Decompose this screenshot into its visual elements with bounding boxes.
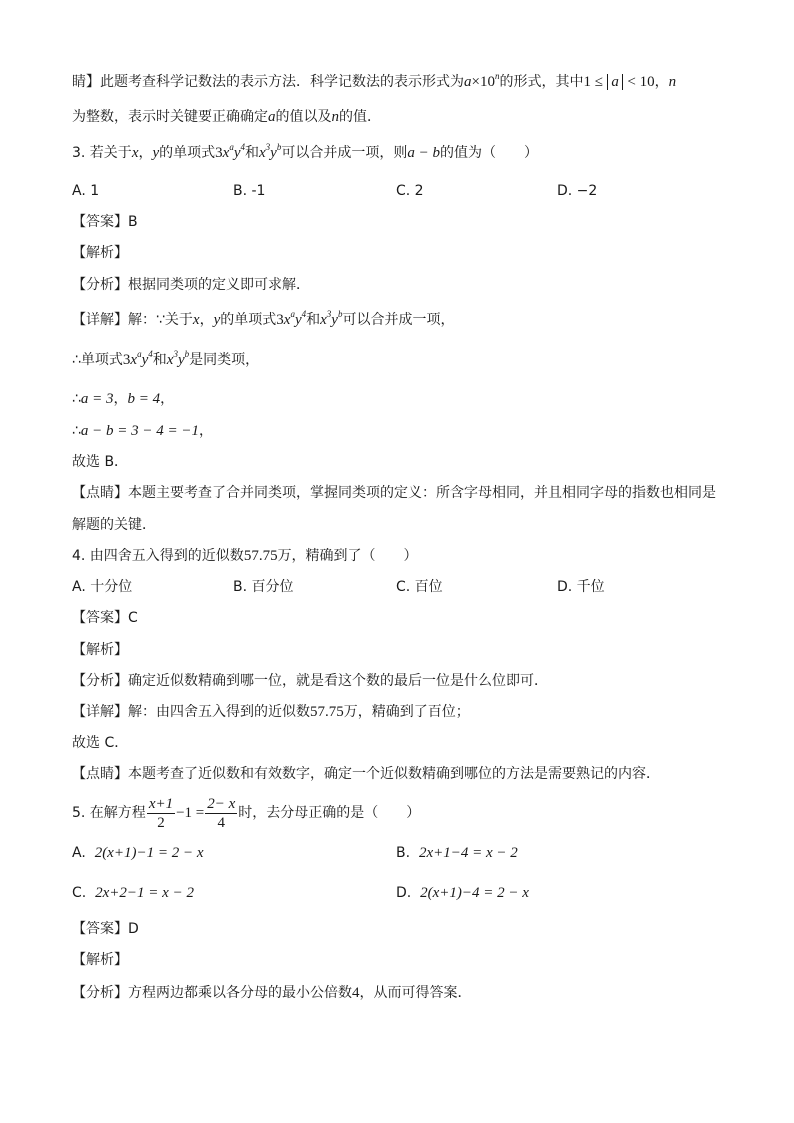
- text: ，: [160, 391, 175, 407]
- math-x: x: [222, 145, 230, 161]
- q3-step-3: [72, 421, 213, 441]
- fraction-numerator: 2− x: [207, 795, 236, 812]
- text: 和: [245, 145, 259, 161]
- q4-stem: [72, 546, 418, 566]
- math-exp: 3: [326, 309, 332, 319]
- text: 【详解】解：由四舍五入得到的近似数: [72, 704, 310, 720]
- text: 为整数，表示时关键要正确确定: [72, 109, 268, 125]
- q5-option-a: [72, 843, 203, 863]
- math-number: 57.75: [310, 704, 344, 720]
- q4-answer: 【答案】C: [72, 610, 138, 626]
- math-exp: b: [184, 349, 190, 359]
- math-exponent-n: n: [494, 71, 500, 81]
- q3-option-d: D. −2: [557, 183, 598, 199]
- q5-option-c: [72, 883, 194, 903]
- math-y: y: [213, 312, 221, 328]
- text: ∴: [72, 423, 81, 439]
- text: ，: [138, 145, 153, 161]
- text: ，: [113, 391, 128, 407]
- q4-option-d: D. 千位: [557, 579, 605, 595]
- q4-option-a: A. 十分位: [72, 579, 133, 595]
- option-label: C.: [72, 885, 87, 901]
- text: ∴: [72, 391, 81, 407]
- math-x: x: [320, 312, 327, 328]
- math-eq: a = 3: [80, 391, 114, 407]
- math-x: x: [283, 312, 291, 328]
- q3-answer: 【答案】B: [72, 214, 138, 230]
- option-expr: 2(x+1)−4 = 2 − x: [420, 885, 529, 901]
- text: 5. 在解方程: [72, 805, 146, 821]
- q3-step-1: [72, 350, 259, 370]
- math-exp: a: [229, 142, 234, 152]
- fraction-numerator: x+1: [148, 795, 174, 812]
- math-y: y: [141, 352, 149, 368]
- math-eq: b = 4: [127, 391, 161, 407]
- q4-option-c: C. 百位: [396, 579, 443, 595]
- math-exp: 3: [265, 142, 271, 152]
- math-x: x: [130, 352, 138, 368]
- q3-choose: 故选 B．: [72, 454, 129, 470]
- text: 的值．: [339, 109, 381, 125]
- q4-detail: [72, 702, 470, 722]
- math-y: y: [331, 312, 338, 328]
- prev-explanation-line-1: [72, 72, 676, 92]
- math-exp: 3: [173, 349, 178, 359]
- text: 的值为（ ）: [439, 145, 538, 161]
- math-number: 57.75: [243, 548, 278, 564]
- q3-detail: [72, 310, 454, 330]
- math-ineq-left: 1 ≤: [583, 74, 603, 90]
- text: ，从而可得答案．: [359, 985, 472, 1001]
- math-times-ten: ×10: [471, 74, 495, 90]
- q3-stem: [72, 143, 538, 163]
- option-expr: 2(x+1)−1 = 2 − x: [94, 845, 204, 861]
- fraction-denominator: 2: [157, 814, 165, 831]
- text: 的形式，其中: [499, 74, 584, 90]
- math-eq: a − b = 3 − 4 = −1: [80, 423, 200, 439]
- q3-dianjing-2: 解题的关键．: [72, 517, 156, 533]
- option-expr: 2x+2−1 = x − 2: [95, 885, 194, 901]
- q3-fenxi: 【分析】根据同类项的定义即可求解．: [72, 277, 310, 293]
- q4-choose: 故选 C．: [72, 735, 129, 751]
- text: 时，去分母正确的是（ ）: [238, 805, 421, 821]
- q5-analysis-heading: 【解析】: [72, 952, 128, 968]
- q3-dianjing-1: 【点睛】本题主要考查了合并同类项，掌握同类项的定义：所含字母相同，并且相同字母的指数也相同是: [72, 485, 716, 501]
- math-y: y: [270, 145, 277, 161]
- q3-step-2: [72, 389, 174, 409]
- math-exp: a: [290, 309, 295, 319]
- option-label: D.: [396, 885, 412, 901]
- text: 和: [152, 352, 167, 368]
- fraction: [147, 795, 175, 832]
- q5-option-b: [396, 843, 518, 863]
- text: ，: [199, 423, 214, 439]
- q3-option-c: C. 2: [396, 183, 424, 199]
- math-exp: b: [337, 309, 343, 319]
- q3-option-b: B. -1: [233, 183, 266, 199]
- q5-answer: 【答案】D: [72, 921, 139, 937]
- option-label: A.: [72, 845, 86, 861]
- math-y: y: [233, 145, 241, 161]
- text: 的值以及: [275, 109, 332, 125]
- math-x: x: [259, 145, 266, 161]
- math-x: x: [131, 145, 139, 161]
- math-coef: 3: [215, 145, 223, 161]
- text: 万，精确到了百位；: [343, 704, 470, 720]
- math-expr: a − b: [407, 145, 440, 161]
- text: 的单项式: [220, 312, 277, 328]
- math-y: y: [152, 145, 160, 161]
- math-y: y: [177, 352, 185, 368]
- q4-fenxi: 【分析】确定近似数精确到哪一位，就是看这个数的最后一位是什么位即可．: [72, 673, 548, 689]
- q4-option-b: B. 百分位: [233, 579, 294, 595]
- q3-analysis-heading: 【解析】: [72, 245, 128, 261]
- math-exp: 4: [240, 142, 245, 152]
- text: 可以合并成一项，则: [281, 145, 408, 161]
- q5-fenxi: [72, 983, 472, 1003]
- math-x: x: [192, 312, 200, 328]
- fraction: [205, 795, 237, 832]
- text: 万，精确到了（ ）: [277, 548, 418, 564]
- option-label: B.: [396, 845, 411, 861]
- q5-stem: [72, 794, 420, 832]
- prev-explanation-line-2: [72, 107, 381, 127]
- text: 可以合并成一项，: [342, 312, 455, 328]
- text: 是同类项，: [189, 352, 260, 368]
- text: ，: [199, 312, 214, 328]
- math-y: y: [294, 312, 302, 328]
- math-n: n: [331, 109, 339, 125]
- math-ineq-right: < 10: [627, 74, 655, 90]
- option-expr: 2x+1−4 = x − 2: [418, 845, 518, 861]
- math-exp: 4: [301, 309, 307, 319]
- math-expr: −1 =: [176, 805, 205, 821]
- math-exp: a: [137, 349, 142, 359]
- math-coef: 3: [122, 352, 131, 368]
- math-number: 4: [352, 985, 360, 1001]
- math-a: a: [464, 74, 472, 90]
- math-exp: b: [276, 142, 282, 152]
- math-exp: 4: [148, 349, 153, 359]
- text: 睛】此题考查科学记数法的表示方法．科学记数法的表示形式为: [72, 74, 464, 90]
- math-a: a: [268, 109, 276, 125]
- q4-dianjing: 【点睛】本题考查了近似数和有效数字，确定一个近似数精确到哪位的方法是需要熟记的内容．: [72, 766, 660, 782]
- math-n: n: [668, 74, 677, 90]
- text: ，: [654, 74, 669, 90]
- text: 【分析】方程两边都乘以各分母的最小公倍数: [72, 985, 352, 1001]
- math-coef: 3: [276, 312, 284, 328]
- math-abs-a: a: [607, 74, 623, 90]
- math-x: x: [166, 352, 174, 368]
- q3-option-a: A. 1: [72, 183, 100, 199]
- fraction-denominator: 4: [217, 814, 226, 831]
- q5-option-d: [396, 883, 529, 903]
- text: 的单项式: [159, 145, 216, 161]
- text: 4. 由四舍五入得到的近似数: [72, 548, 244, 564]
- text: ∴单项式: [72, 352, 123, 368]
- text: 3. 若关于: [72, 145, 132, 161]
- text: 和: [306, 312, 321, 328]
- text: 【详解】解：∵关于: [72, 312, 193, 328]
- q4-analysis-heading: 【解析】: [72, 642, 128, 658]
